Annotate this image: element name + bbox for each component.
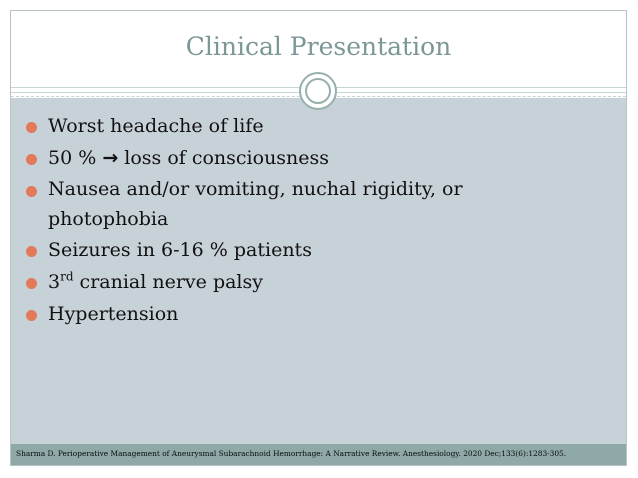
bullet-text-suffix: cranial nerve palsy: [73, 271, 263, 293]
bullet-item: [20, 266, 580, 298]
bullet-dot-icon: [26, 278, 37, 289]
double-circle-icon: [299, 72, 337, 110]
bullet-dot-icon: [26, 310, 37, 321]
bullet-list: [20, 110, 580, 330]
bullet-dot-icon: [26, 122, 37, 133]
bullet-text-prefix: 50 %: [48, 147, 103, 169]
bullet-item: [20, 234, 580, 266]
bullet-text-suffix: loss of consciousness: [118, 147, 330, 169]
inner-circle: [305, 78, 331, 104]
bullet-text-line2: photophobia: [48, 208, 169, 230]
bullet-dot-icon: [26, 246, 37, 257]
bullet-text-prefix: 3: [48, 271, 61, 293]
slide-title: Clinical Presentation: [185, 32, 452, 61]
bullet-item: [20, 298, 580, 330]
ordinal-suffix: rd: [60, 269, 74, 284]
bullet-text-line1: Nausea and/or vomiting, nuchal rigidity, or: [48, 178, 463, 200]
bullet-text: Seizures in 6-16 % patients: [48, 239, 312, 261]
bullet-text: Worst headache of life: [48, 115, 264, 137]
bullet-dot-icon: [26, 186, 37, 197]
bullet-item: [20, 174, 580, 234]
citation-text: Sharma D. Perioperative Management of Aneurysmal Subarachnoid Hemorrhage: A Narrative Review. Anesthesiology. 2020 Dec;133(6):1283-305.: [16, 449, 567, 458]
right-arrow-icon: →: [102, 147, 119, 169]
bullet-item: [20, 110, 580, 142]
bullet-item: [20, 142, 580, 174]
bullet-text: Hypertension: [48, 303, 179, 325]
bullet-dot-icon: [26, 154, 37, 165]
